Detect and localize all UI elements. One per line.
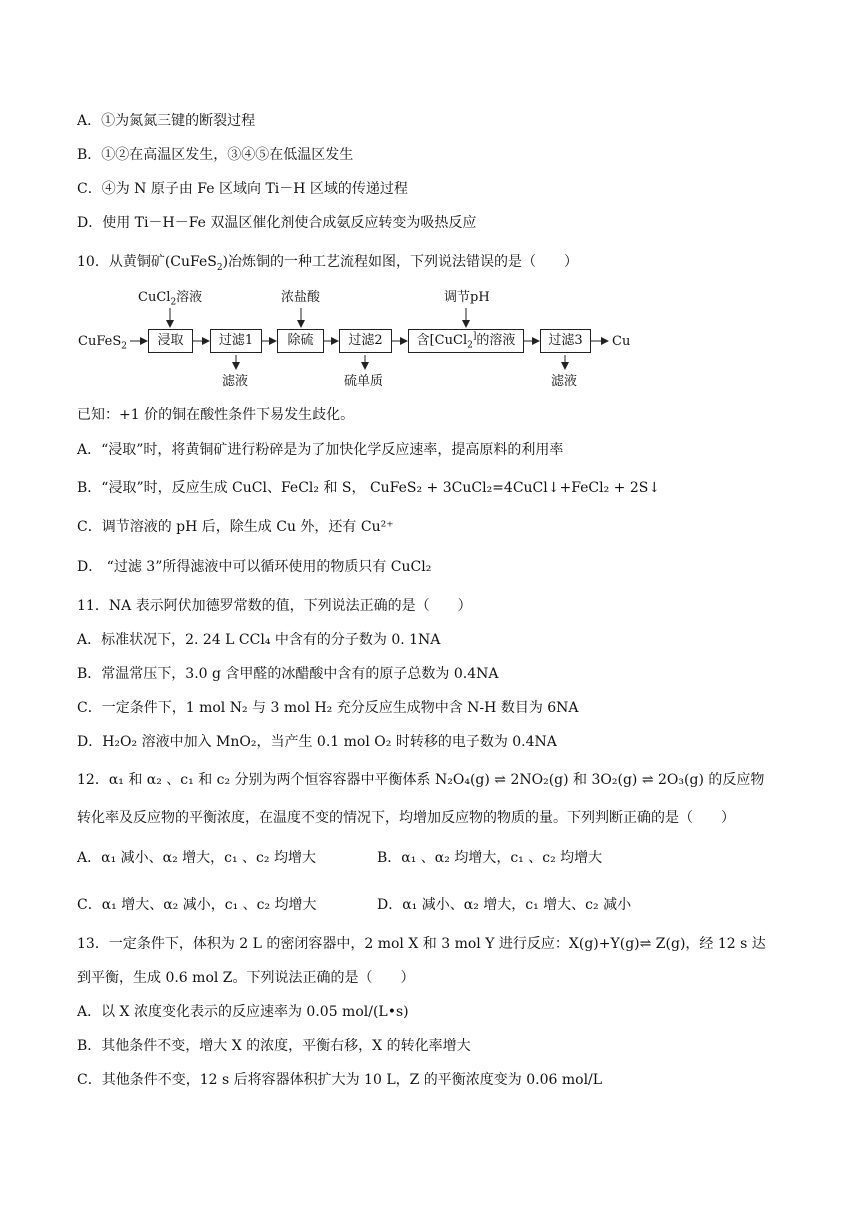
flow-box-filter-3: 过滤3: [540, 329, 591, 353]
q9-option-b: B．①②在高温区发生，③④⑤在低温区发生: [77, 147, 354, 163]
q13-option-b: B．其他条件不变，增大 X 的浓度，平衡右移，X 的转化率增大: [77, 1038, 471, 1054]
q9-option-c: C．④为 N 原子由 Fe 区域向 Ti－H 区域的传递过程: [77, 181, 408, 197]
q12-option-a: A．α₁ 减小、α₂ 增大，c₁ 、c₂ 均增大: [77, 850, 316, 866]
flow-box-filter-2: 过滤2: [339, 329, 392, 353]
flow-start-cufes2: CuFeS$_2$: [78, 334, 127, 352]
q12-option-d: D．α₁ 减小、α₂ 增大，c₁ 增大、c₂ 减小: [377, 897, 632, 913]
q12-option-c: C．α₁ 增大、α₂ 减小，c₁ 、c₂ 均增大: [77, 897, 317, 913]
flow-output-filtrate-1: 滤液: [222, 374, 249, 389]
q11-option-b: B．常温常压下，3.0 g 含甲醛的冰醋酸中含有的原子总数为 0.4NA: [77, 666, 499, 682]
q11-stem: 11．NA 表示阿伏加德罗常数的值，下列说法正确的是（ ）: [77, 598, 472, 614]
q9-option-a: A．①为氮氮三键的断裂过程: [77, 113, 256, 129]
q13-stem-line-2: 到平衡，生成 0.6 mol Z。下列说法正确的是（ ）: [77, 970, 415, 986]
q10-stem: 10．从黄铜矿(CuFeS$_2$)冶炼铜的一种工艺流程如图，下列说法错误的是（ ）: [77, 254, 579, 273]
flow-reagent-cucl2: CuCl$_2$溶液: [138, 290, 203, 308]
q13-stem-line-1: 13．一定条件下，体积为 2 L 的密闭容器中，2 mol X 和 3 mol Y 进行反应：X(g)+Y(g)⇌ Z(g)，经 12 s 达: [77, 936, 766, 952]
q12-stem-line-2: 转化率及反应物的平衡浓度，在温度不变的情况下，均增加反应物的物质的量。下列判断正确的是（ ）: [77, 810, 735, 826]
flow-box-filter-1: 过滤1: [210, 329, 262, 353]
q12-option-b: B．α₁ 、α₂ 均增大，c₁ 、c₂ 均增大: [377, 850, 603, 866]
q10-option-d: D． “过滤 3”所得滤液中可以循环使用的物质只有 CuCl₂: [77, 559, 432, 575]
q10-option-c: C．调节溶液的 pH 后，除生成 Cu 外，还有 Cu²⁺: [77, 519, 394, 535]
q11-option-c: C．一定条件下，1 mol N₂ 与 3 mol H₂ 充分反应生成物中含 N-H 数目为 6NA: [77, 700, 579, 716]
flow-box-cucl2-solution: 含[CuCl$_2$]的溶液: [408, 329, 524, 353]
q11-option-d: D．H₂O₂ 溶液中加入 MnO₂，当产生 0.1 mol O₂ 时转移的电子数为 0.4NA: [77, 734, 557, 750]
flow-reagent-hcl: 浓盐酸: [281, 290, 321, 305]
q10-known: 已知：+1 价的铜在酸性条件下易发生歧化。: [77, 407, 355, 423]
flow-box-desulfur: 除硫: [277, 329, 324, 353]
flow-output-sulfur: 硫单质: [344, 374, 384, 389]
q13-option-c: C．其他条件不变，12 s 后将容器体积扩大为 10 L，Z 的平衡浓度变为 0.06 mol/L: [77, 1072, 603, 1088]
q10-option-b: B．“浸取”时，反应生成 CuCl、FeCl₂ 和 S， CuFeS₂ + 3CuCl₂=4CuCl↓+FeCl₂ + 2S↓: [77, 480, 661, 496]
q13-option-a: A．以 X 浓度变化表示的反应速率为 0.05 mol/(L•s): [77, 1004, 409, 1020]
q11-option-a: A．标准状况下，2. 24 L CCl₄ 中含有的分子数为 0. 1NA: [77, 632, 441, 648]
flow-end-cu: Cu: [612, 334, 631, 349]
q9-option-d: D．使用 Ti－H－Fe 双温区催化剂使合成氨反应转变为吸热反应: [77, 215, 477, 231]
q12-stem-line-1: 12．α₁ 和 α₂ 、c₁ 和 c₂ 分别为两个恒容容器中平衡体系 N₂O₄(g) ⇌ 2NO₂(g) 和 3O₂(g) ⇌ 2O₃(g) 的反应物: [77, 772, 765, 788]
process-flowchart: [78, 288, 638, 396]
flow-output-filtrate-3: 滤液: [551, 374, 578, 389]
flow-box-leach: 浸取: [148, 329, 193, 353]
q10-option-a: A．“浸取”时，将黄铜矿进行粉碎是为了加快化学反应速率，提高原料的利用率: [77, 442, 564, 458]
flow-reagent-ph: 调节pH: [444, 290, 490, 305]
